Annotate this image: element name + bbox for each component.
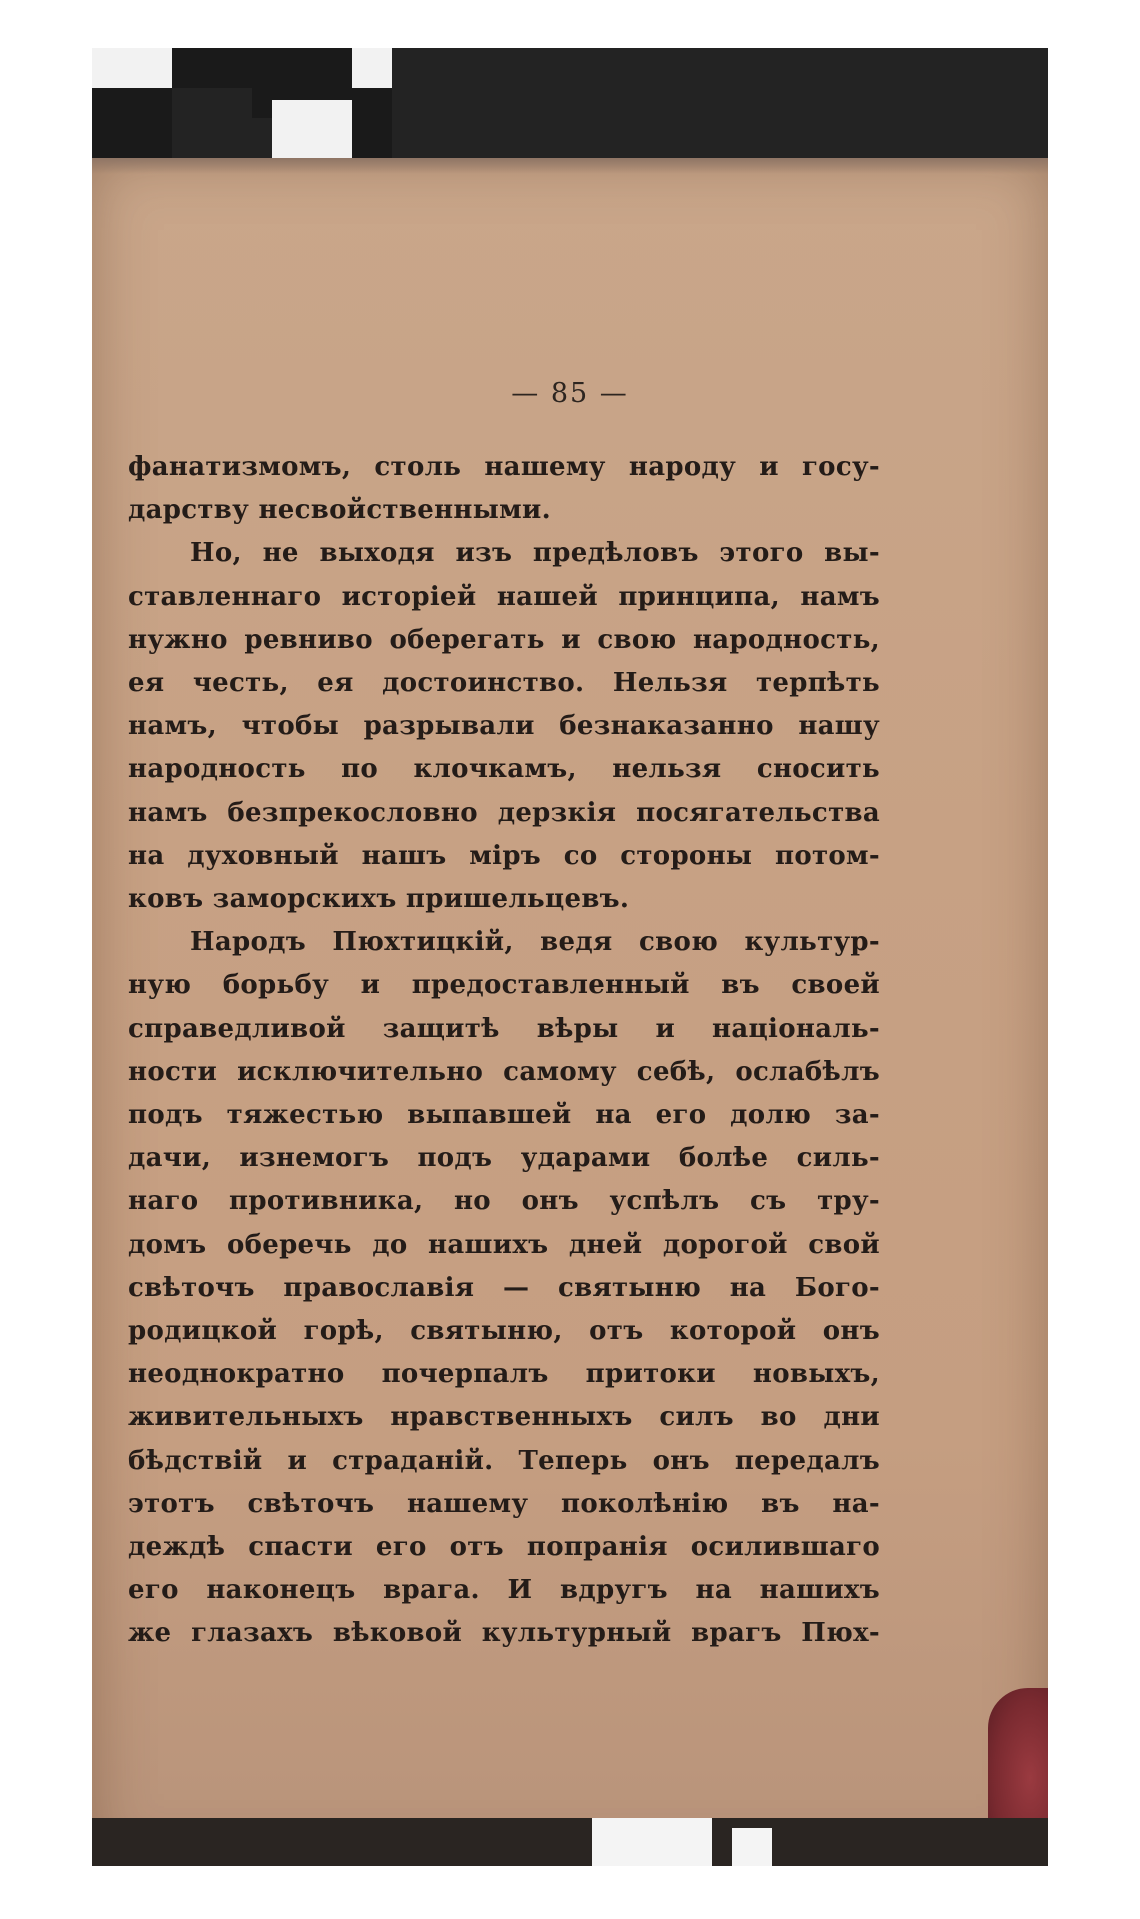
- text-line: справедливой защитѣ вѣры и національ-: [128, 1013, 880, 1044]
- text-line: ную борьбу и предоставленный въ своей: [128, 970, 880, 1001]
- text-line: Но, не выходя изъ предѣловъ этого вы-: [190, 538, 880, 569]
- text-line: намъ, чтобы разрывали безнаказанно нашу: [128, 711, 880, 742]
- text-line: Народъ Пюхтицкій, ведя свою культур-: [190, 927, 880, 958]
- text-line: родицкой горѣ, святыню, отъ которой онъ: [128, 1316, 880, 1347]
- calibration-strip: [92, 48, 1048, 170]
- text-line: живительныхъ нравственныхъ силъ во дни: [128, 1402, 880, 1433]
- text-line: ставленнаго исторіей нашей принципа, намъ: [128, 581, 880, 612]
- text-line: свѣточъ православія — святыню на Бого-: [128, 1272, 880, 1303]
- text-line: ности исключительно самому себѣ, ослабѣлъ: [128, 1056, 880, 1087]
- text-line: бѣдствій и страданій. Теперь онъ передалъ: [128, 1445, 880, 1476]
- page-number: — 85 —: [511, 378, 629, 409]
- scan-frame: [92, 48, 1048, 1866]
- text-line: нужно ревниво оберегать и свою народность,: [128, 624, 880, 655]
- text-line: ковъ заморскихъ пришельцевъ.: [128, 884, 630, 915]
- text-line: на духовный нашъ міръ со стороны потом-: [128, 840, 880, 871]
- text-line: домъ оберечь до нашихъ дней дорогой свой: [128, 1229, 880, 1260]
- text-line: дачи, изнемогъ подъ ударами болѣе силь-: [128, 1143, 880, 1174]
- bottom-edge: [92, 1818, 1048, 1866]
- text-line: ея честь, ея достоинство. Нельзя терпѣть: [128, 668, 880, 699]
- text-line: наго противника, но онъ успѣлъ съ тру-: [128, 1186, 880, 1217]
- text-line: неоднократно почерпалъ притоки новыхъ,: [128, 1359, 880, 1390]
- text-line: намъ безпрекословно дерзкія посягательства: [128, 797, 880, 828]
- text-line: народность по клочкамъ, нельзя сносить: [128, 754, 880, 785]
- bottom-gap-light: [732, 1828, 772, 1866]
- text-line: этотъ свѣточъ нашему поколѣнію въ на-: [128, 1488, 880, 1519]
- calibration-block: [172, 48, 252, 88]
- text-line: его наконецъ врага. И вдругъ на нашихъ: [128, 1575, 880, 1606]
- calibration-block: [92, 48, 172, 88]
- text-line: же глазахъ вѣковой культурный врагъ Пюх-: [128, 1618, 880, 1649]
- text-line: дарству несвойственными.: [128, 495, 551, 526]
- text-line: подъ тяжестью выпавшей на его долю за-: [128, 1100, 880, 1131]
- calibration-block: [352, 48, 392, 88]
- text-line: фанатизмомъ, столь нашему народу и госу-: [128, 452, 880, 482]
- text-line: деждѣ спасти его отъ попранія осилившаго: [128, 1532, 880, 1563]
- body-text: [128, 446, 880, 1656]
- bottom-gap-light: [592, 1818, 712, 1866]
- page-top-edge: [92, 158, 1048, 174]
